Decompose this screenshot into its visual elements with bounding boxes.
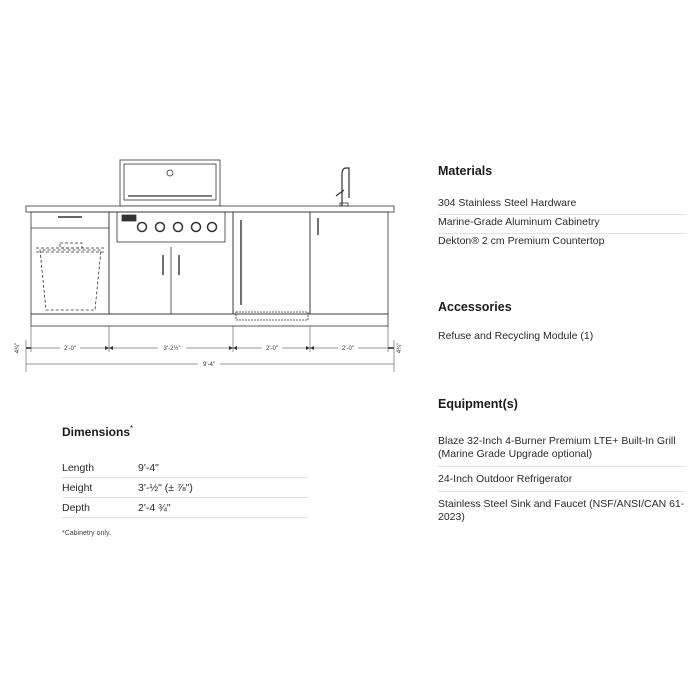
countertop bbox=[26, 206, 394, 212]
dimension-value-cell: 2'-4 ¾" bbox=[138, 501, 171, 514]
dimensions-heading-mark: * bbox=[130, 424, 134, 433]
accessories-item: Refuse and Recycling Module (1) bbox=[438, 330, 594, 342]
materials-item: Dekton® 2 cm Premium Countertop bbox=[438, 235, 605, 247]
sink-cabinet bbox=[310, 212, 388, 314]
total-length-label: 9'-4" bbox=[203, 362, 215, 368]
refrigerator-vent bbox=[236, 312, 308, 320]
grill-knob bbox=[208, 223, 217, 232]
equipment-item: Blaze 32-Inch 4-Burner Premium LTE+ Built-In Grill (Marine Grade Upgrade optional) bbox=[438, 434, 686, 467]
equipment-item: 24-Inch Outdoor Refrigerator bbox=[438, 472, 686, 492]
grill-knob bbox=[174, 223, 183, 232]
dimension-label-cell: Length bbox=[62, 461, 95, 474]
faucet bbox=[336, 168, 349, 206]
plinth bbox=[31, 314, 388, 326]
dimensions-heading-text: Dimensions bbox=[62, 425, 131, 439]
materials-list bbox=[438, 196, 686, 252]
kitchen-elevation-drawing bbox=[0, 150, 420, 380]
refuse-bin-hidden bbox=[36, 243, 105, 310]
dimensions-table bbox=[62, 458, 308, 518]
refuse-cabinet bbox=[31, 212, 109, 314]
dimension-label: 2'-0" bbox=[64, 346, 76, 352]
footnote: *Cabinetry only. bbox=[62, 530, 111, 537]
dimension-label: 3'-2½" bbox=[163, 346, 181, 352]
table-row bbox=[62, 498, 308, 518]
faucet-base bbox=[340, 203, 348, 206]
accessories-list bbox=[438, 330, 686, 343]
table-row bbox=[62, 478, 308, 498]
side-dimension-label: 4¾" bbox=[397, 342, 403, 354]
grill-knob bbox=[138, 223, 147, 232]
dimension-label-cell: Depth bbox=[62, 501, 91, 514]
dimension-value-cell: 3'-½" (± ⅞") bbox=[138, 481, 193, 494]
equipment-heading: Equipment(s) bbox=[438, 397, 518, 411]
materials-item: 304 Stainless Steel Hardware bbox=[438, 196, 686, 215]
dimension-label: 2'-0" bbox=[342, 346, 354, 352]
materials-heading: Materials bbox=[438, 164, 493, 178]
equipment-item: Stainless Steel Sink and Faucet (NSF/ANSI/CAN 61-2023) bbox=[438, 498, 685, 523]
dimension-label: 2'-0" bbox=[266, 346, 278, 352]
table-row bbox=[62, 458, 308, 478]
accessories-heading: Accessories bbox=[438, 300, 512, 314]
grill-knob bbox=[192, 223, 201, 232]
dimensions-heading bbox=[62, 424, 133, 439]
refrigerator bbox=[233, 212, 310, 314]
materials-item: Marine-Grade Aluminum Cabinetry bbox=[438, 215, 686, 234]
dimension-value-cell: 9'-4" bbox=[138, 461, 159, 474]
equipment-list bbox=[438, 434, 686, 534]
grill-hood bbox=[120, 160, 220, 206]
side-dimension-label: 4¾" bbox=[15, 342, 21, 354]
grill-knob bbox=[156, 223, 165, 232]
dimension-label-cell: Height bbox=[62, 481, 93, 494]
